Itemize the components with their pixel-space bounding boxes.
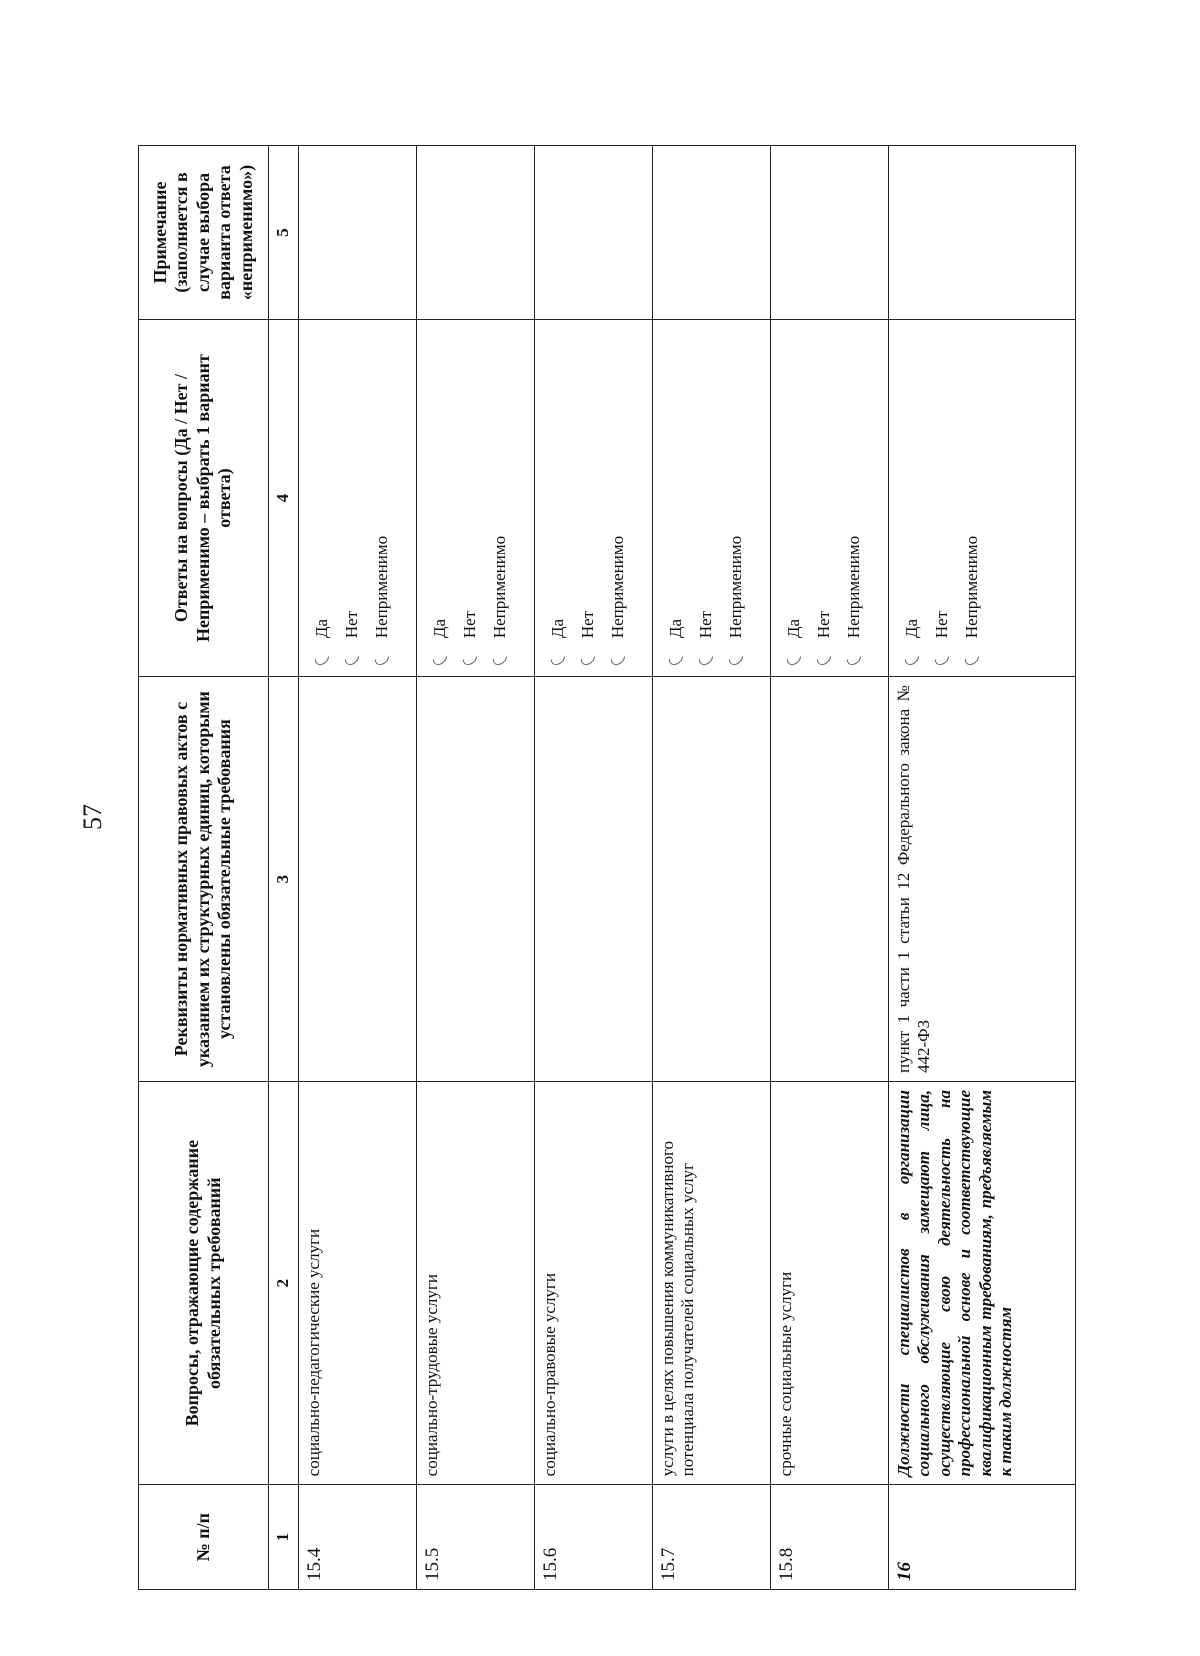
answer-na-option[interactable] bbox=[367, 328, 397, 664]
answer-options bbox=[653, 320, 771, 677]
answer-options bbox=[417, 320, 535, 677]
answer-options bbox=[771, 320, 889, 677]
header-law: Реквизиты нормативных правовых актов с указанием их структурных единиц, которыми установлены обязательные требования bbox=[139, 677, 269, 1082]
column-number: 3 bbox=[269, 677, 299, 1082]
radio-icon[interactable] bbox=[460, 648, 480, 668]
header-row bbox=[139, 146, 269, 1590]
table-row bbox=[771, 146, 889, 1590]
column-number: 4 bbox=[269, 320, 299, 677]
radio-icon[interactable] bbox=[430, 648, 450, 668]
answer-na-option[interactable] bbox=[839, 328, 869, 664]
answer-yes-option[interactable] bbox=[897, 328, 927, 664]
requirements-table-rotated bbox=[138, 145, 1076, 1590]
answer-label: Нет bbox=[577, 610, 597, 639]
table-row bbox=[417, 146, 535, 1590]
row-note[interactable] bbox=[889, 146, 1076, 320]
radio-icon[interactable] bbox=[814, 648, 834, 668]
answer-label: Да bbox=[311, 618, 331, 639]
answer-label: Нет bbox=[341, 610, 361, 639]
radio-icon[interactable] bbox=[608, 648, 628, 668]
column-number: 2 bbox=[269, 1082, 299, 1485]
row-id: 15.4 bbox=[299, 1485, 417, 1590]
radio-icon[interactable] bbox=[844, 648, 864, 668]
answer-label: Да bbox=[783, 618, 803, 639]
row-id: 15.5 bbox=[417, 1485, 535, 1590]
radio-icon[interactable] bbox=[784, 648, 804, 668]
row-question: социально-педагогические услуги bbox=[299, 1082, 417, 1485]
answer-label: Да bbox=[429, 618, 449, 639]
answer-label: Неприменимо bbox=[961, 535, 981, 639]
radio-icon[interactable] bbox=[932, 648, 952, 668]
answer-label: Нет bbox=[931, 610, 951, 639]
table-row bbox=[535, 146, 653, 1590]
radio-icon[interactable] bbox=[902, 648, 922, 668]
column-number-row bbox=[269, 146, 299, 1590]
answer-label: Неприменимо bbox=[371, 535, 391, 639]
column-number: 1 bbox=[269, 1485, 299, 1590]
answer-no-option[interactable] bbox=[809, 328, 839, 664]
answer-label: Да bbox=[665, 618, 685, 639]
answer-label: Неприменимо bbox=[725, 535, 745, 639]
answer-yes-option[interactable] bbox=[307, 328, 337, 664]
row-question: социально-правовые услуги bbox=[535, 1082, 653, 1485]
answer-options bbox=[889, 320, 1076, 677]
radio-icon[interactable] bbox=[726, 648, 746, 668]
answer-no-option[interactable] bbox=[927, 328, 957, 664]
answer-na-option[interactable] bbox=[957, 328, 987, 664]
answer-label: Нет bbox=[813, 610, 833, 639]
answer-yes-option[interactable] bbox=[425, 328, 455, 664]
header-answers: Ответы на вопросы (Да / Нет / Неприменимо – выбрать 1 вариант ответа) bbox=[139, 320, 269, 677]
answer-no-option[interactable] bbox=[455, 328, 485, 664]
row-id: 15.8 bbox=[771, 1485, 889, 1590]
row-question: Должности специалистов в организации социального обслуживания замещают лица, осуществляющие свою деятельность на профессиональной основе и соответствующие квалификационным требованиям, предъявляемым к таким должностям bbox=[889, 1082, 1076, 1485]
column-number: 5 bbox=[269, 146, 299, 320]
row-law bbox=[771, 677, 889, 1082]
answer-yes-option[interactable] bbox=[661, 328, 691, 664]
answer-label: Да bbox=[547, 618, 567, 639]
answer-yes-option[interactable] bbox=[543, 328, 573, 664]
row-law bbox=[417, 677, 535, 1082]
table-row bbox=[889, 146, 1076, 1590]
answer-no-option[interactable] bbox=[691, 328, 721, 664]
answer-yes-option[interactable] bbox=[779, 328, 809, 664]
radio-icon[interactable] bbox=[962, 648, 982, 668]
radio-icon[interactable] bbox=[578, 648, 598, 668]
row-note[interactable] bbox=[417, 146, 535, 320]
radio-icon[interactable] bbox=[342, 648, 362, 668]
answer-label: Неприменимо bbox=[843, 535, 863, 639]
row-question: социально-трудовые услуги bbox=[417, 1082, 535, 1485]
row-note[interactable] bbox=[299, 146, 417, 320]
answer-label: Да bbox=[901, 618, 921, 639]
answer-na-option[interactable] bbox=[485, 328, 515, 664]
row-id: 15.7 bbox=[653, 1485, 771, 1590]
page-number: 57 bbox=[78, 804, 107, 830]
row-question: срочные социальные услуги bbox=[771, 1082, 889, 1485]
row-note[interactable] bbox=[771, 146, 889, 320]
answer-no-option[interactable] bbox=[573, 328, 603, 664]
radio-icon[interactable] bbox=[696, 648, 716, 668]
row-note[interactable] bbox=[653, 146, 771, 320]
answer-label: Нет bbox=[695, 610, 715, 639]
row-id: 15.6 bbox=[535, 1485, 653, 1590]
radio-icon[interactable] bbox=[312, 648, 332, 668]
answer-options bbox=[299, 320, 417, 677]
header-number: № п/п bbox=[139, 1485, 269, 1590]
row-question: услуги в целях повышения коммуникативного потенциала получателей социальных услуг bbox=[653, 1082, 771, 1485]
answer-options bbox=[535, 320, 653, 677]
table-row bbox=[299, 146, 417, 1590]
answer-label: Неприменимо bbox=[489, 535, 509, 639]
header-question: Вопросы, отражающие содержание обязательных требований bbox=[139, 1082, 269, 1485]
header-note: Примечание (заполняется в случае выбора варианта ответа «неприменимо») bbox=[139, 146, 269, 320]
row-id: 16 bbox=[889, 1485, 1076, 1590]
table-row bbox=[653, 146, 771, 1590]
radio-icon[interactable] bbox=[490, 648, 510, 668]
radio-icon[interactable] bbox=[372, 648, 392, 668]
row-law bbox=[299, 677, 417, 1082]
row-law bbox=[653, 677, 771, 1082]
requirements-table bbox=[138, 145, 1076, 1590]
row-law bbox=[535, 677, 653, 1082]
row-law: пункт 1 части 1 статьи 12 Федерального закона № 442-ФЗ bbox=[889, 677, 1076, 1082]
radio-icon[interactable] bbox=[666, 648, 686, 668]
answer-label: Нет bbox=[459, 610, 479, 639]
answer-na-option[interactable] bbox=[721, 328, 751, 664]
answer-label: Неприменимо bbox=[607, 535, 627, 639]
answer-na-option[interactable] bbox=[603, 328, 633, 664]
answer-no-option[interactable] bbox=[337, 328, 367, 664]
row-note[interactable] bbox=[535, 146, 653, 320]
radio-icon[interactable] bbox=[548, 648, 568, 668]
